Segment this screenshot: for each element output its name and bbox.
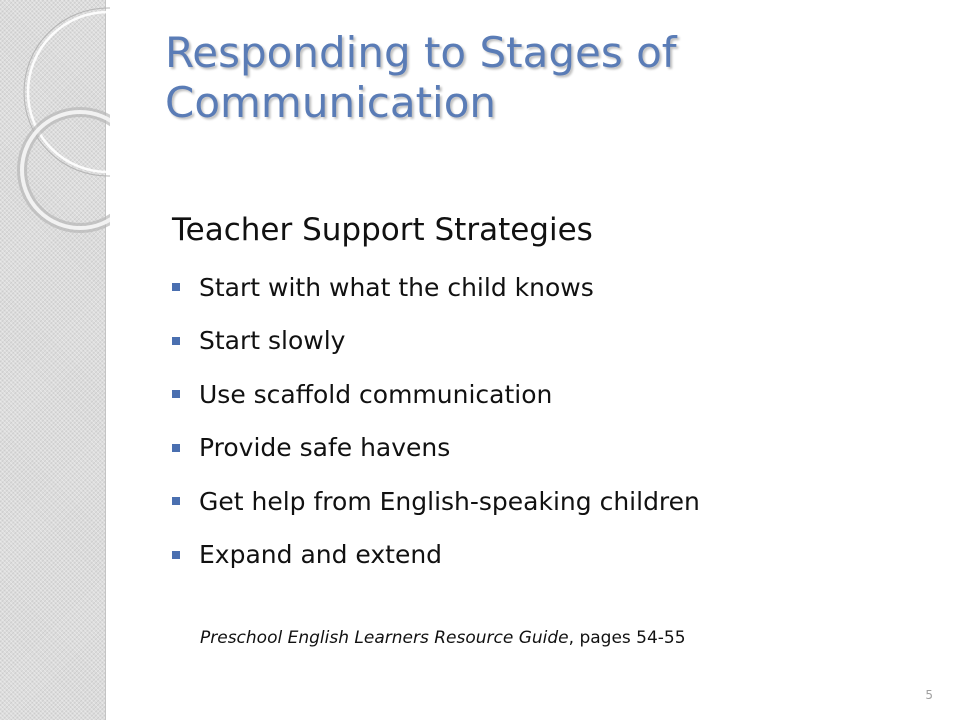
decorative-circles-graphic [0, 0, 110, 260]
bullet-item [172, 429, 700, 467]
square-bullet-icon [172, 337, 180, 345]
bullet-item [172, 482, 700, 520]
slide-subtitle: Teacher Support Strategies [172, 212, 593, 248]
bullet-item [172, 536, 700, 574]
bullet-text: Use scaffold communication [199, 379, 553, 409]
citation [200, 628, 686, 648]
square-bullet-icon [172, 497, 180, 505]
citation-pages: , pages 54-55 [568, 628, 686, 648]
page-number: 5 [925, 688, 933, 702]
bullet-item [172, 322, 700, 360]
bullet-text: Expand and extend [199, 540, 443, 570]
citation-title: Preschool English Learners Resource Guide [200, 628, 569, 648]
bullet-item [172, 268, 700, 306]
bullet-text: Start slowly [199, 326, 346, 356]
square-bullet-icon [172, 551, 180, 559]
bullet-text: Get help from English-speaking children [199, 486, 700, 516]
bullet-list [172, 268, 700, 590]
bullet-text: Provide safe havens [199, 433, 451, 463]
slide-title: Responding to Stages of Communication [165, 28, 677, 127]
bullet-text: Start with what the child knows [199, 272, 594, 302]
square-bullet-icon [172, 390, 180, 398]
decorative-side-band [0, 0, 106, 720]
square-bullet-icon [172, 283, 180, 291]
square-bullet-icon [172, 444, 180, 452]
bullet-item [172, 375, 700, 413]
